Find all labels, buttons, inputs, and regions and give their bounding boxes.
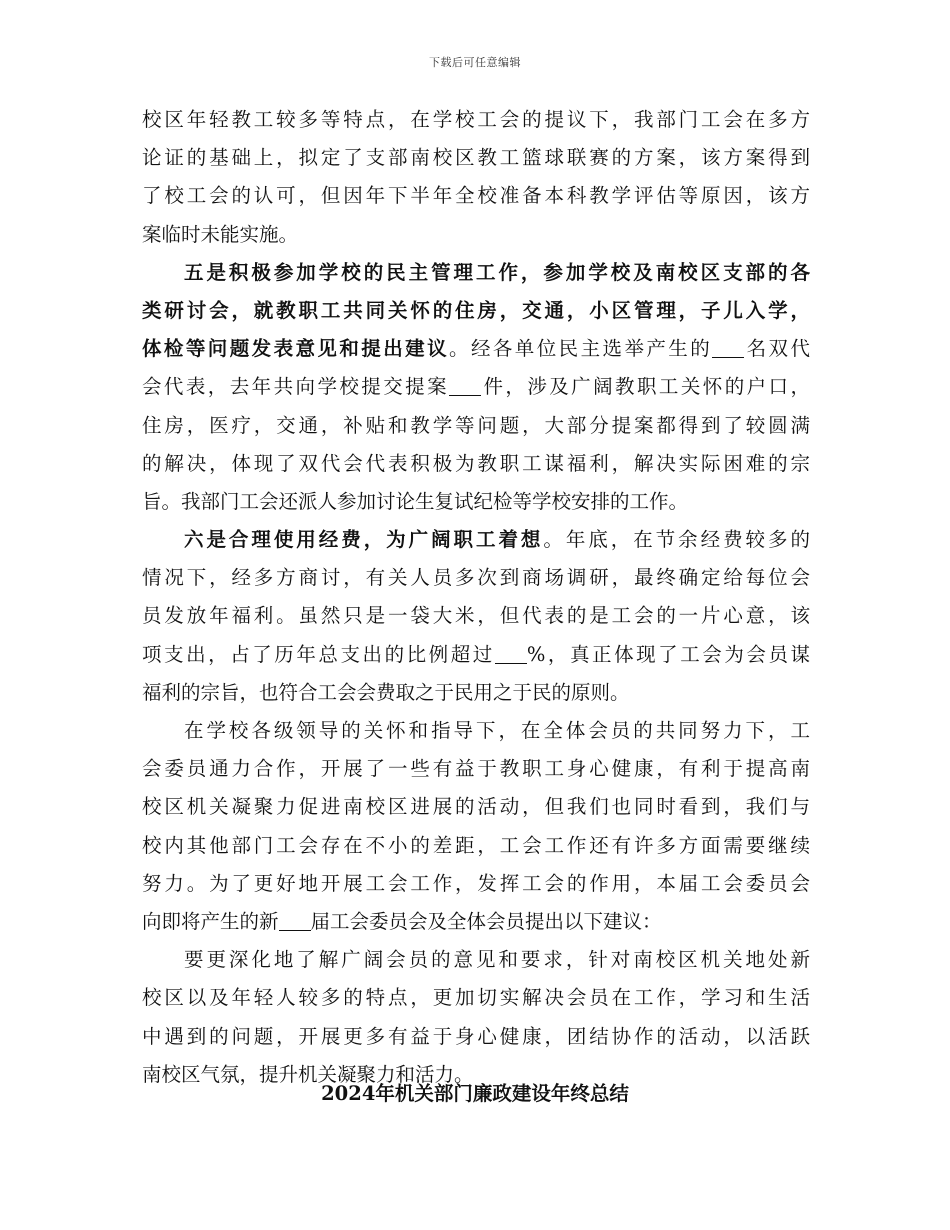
text-run: 名双代 (744, 337, 810, 361)
text-line: 员发放年福利。虽然只是一袋大米，但代表的是工会的一片心意，该 (142, 604, 810, 628)
text-line: 论证的基础上，拟定了支部南校区教工篮球联赛的方案，该方案得到 (142, 146, 810, 170)
text-line: 了校工会的认可，但因年下半年全校准备本科教学评估等原因，该方 (142, 184, 810, 208)
text-run: 届工会委员会及全体会员提出以下建议： (310, 909, 662, 933)
paragraph-2 (142, 254, 810, 521)
text-run: 向即将产生的新 (142, 909, 279, 933)
paragraph-3 (142, 521, 810, 712)
paragraph-5 (142, 941, 810, 1094)
text-line: 的解决，体现了双代会代表积极为教职工谋福利，解决实际困难的宗 (142, 451, 810, 475)
text-run: 项支出，占了历年总支出的比例超过 (142, 642, 495, 666)
section-title: 2024年机关部门廉政建设年终总结 (321, 1082, 629, 1105)
text-line: 中遇到的问题，开展更多有益于身心健康，团结协作的活动，以活跃 (142, 1024, 810, 1048)
blank-underline (449, 376, 481, 397)
paragraph-1 (142, 101, 810, 254)
text-line-bold: 类研讨会，就教职工共同关怀的住房，交通，小区管理，子儿入学， (142, 298, 810, 322)
text-run: 会代表，去年共向学校提交提案 (142, 375, 450, 399)
text-line: 住房，医疗，交通，补贴和教学等问题，大部分提案都得到了较圆满 (142, 413, 810, 437)
bold-phrase: 六是合理使用经费，为广阔职工着想 (184, 528, 544, 552)
text-run: 。经各单位民主选举产生的 (449, 337, 713, 361)
text-line: 努力。为了更好地开展工会工作，发挥工会的作用，本届工会委员会 (142, 871, 810, 895)
text-line (142, 521, 810, 559)
text-line (142, 368, 810, 406)
text-line: 在学校各级领导的关怀和指导下，在全体会员的共同努力下，工 (184, 719, 810, 742)
text-line: 会委员通力合作，开展了一些有益于教职工身心健康，有利于提高南 (142, 757, 810, 781)
text-line-bold: 五是积极参加学校的民主管理工作，参加学校及南校区支部的各 (184, 260, 810, 284)
text-line: 旨。我部门工会还派人参加讨论生复试纪检等学校安排的工作。 (142, 489, 689, 513)
document-body (142, 101, 810, 1094)
text-line (142, 903, 810, 941)
text-line (142, 330, 810, 368)
text-line: 校内其他部门工会存在不小的差距，工会工作还有许多方面需要继续 (142, 833, 810, 857)
text-line: 南校区气氛，提升机关凝聚力和活力。 (142, 1062, 474, 1086)
text-line: 校区机关凝聚力促进南校区进展的活动，但我们也同时看到，我们与 (142, 795, 810, 819)
bold-phrase: 体检等问题发表意见和提出建议 (142, 337, 450, 361)
text-line: 福利的宗旨，也符合工会会费取之于民用之于民的原则。 (142, 680, 630, 704)
text-run: %，真正体现了工会为会员谋 (526, 642, 810, 666)
text-line: 情况下，经多方商讨，有关人员多次到商场调研，最终确定给每位会 (142, 566, 810, 590)
text-run: 。年底，在节余经费较多的 (543, 528, 810, 552)
text-run: 件，涉及广阔教职工关怀的户口， (481, 375, 810, 399)
page-header-note: 下载后可任意编辑 (429, 56, 521, 69)
text-line: 校区以及年轻人较多的特点，更加切实解决会员在工作，学习和生活 (142, 986, 810, 1010)
text-line (142, 636, 810, 674)
paragraph-4 (142, 712, 810, 941)
text-line: 案临时未能实施。 (142, 222, 299, 246)
text-line: 校区年轻教工较多等特点，在学校工会的提议下，我部门工会在多方 (142, 108, 810, 131)
text-line: 要更深化地了解广阔会员的意见和要求，针对南校区机关地处新 (184, 948, 810, 972)
blank-underline (712, 338, 744, 359)
blank-underline (279, 910, 311, 931)
blank-underline (495, 643, 527, 664)
